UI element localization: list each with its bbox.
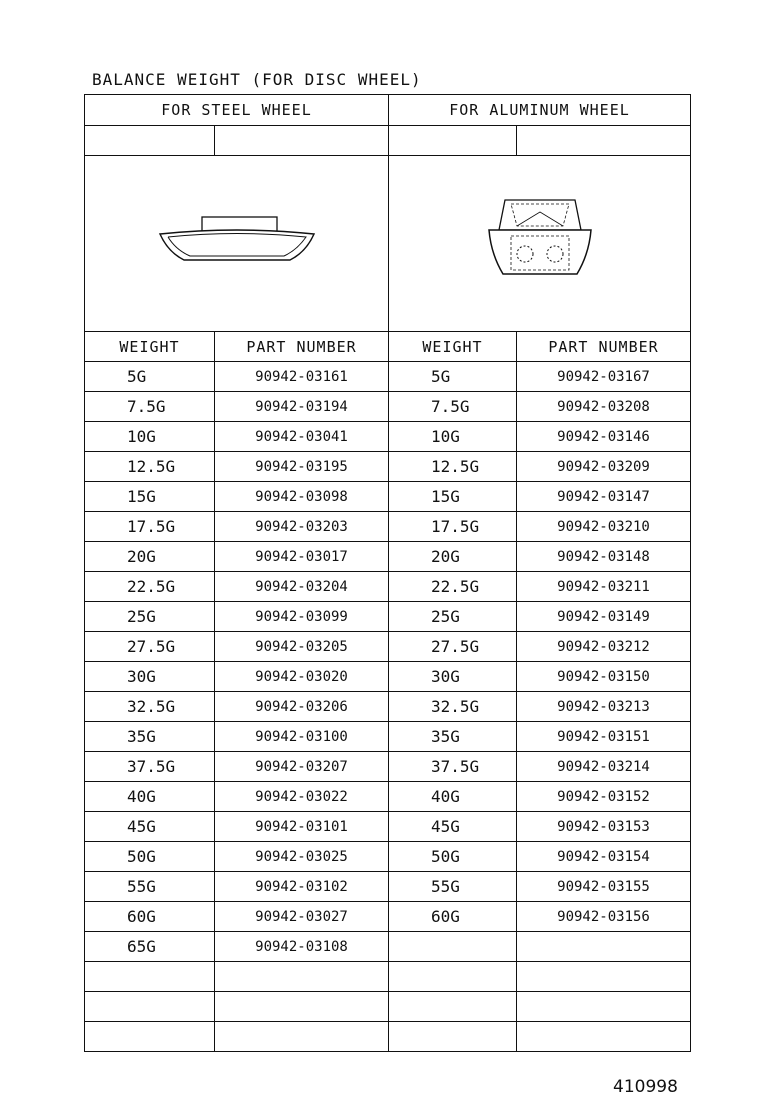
table-row — [85, 842, 691, 872]
steel-weight-cell: 30G — [85, 662, 215, 692]
table-row — [85, 872, 691, 902]
table-row — [85, 962, 691, 992]
aluminum-part-number-cell: 90942-03151 — [517, 722, 691, 752]
aluminum-weight-cell — [389, 932, 517, 962]
steel-part-number-cell: 90942-03161 — [215, 362, 389, 392]
aluminum-part-number-cell: 90942-03155 — [517, 872, 691, 902]
steel-part-number-cell: 90942-03100 — [215, 722, 389, 752]
aluminum-weight-cell: 50G — [389, 842, 517, 872]
steel-weight-cell — [85, 1022, 215, 1052]
steel-weight-cell: 22.5G — [85, 572, 215, 602]
steel-weight-cell: 55G — [85, 872, 215, 902]
steel-weight-cell: 5G — [85, 362, 215, 392]
aluminum-weight-cell: 12.5G — [389, 452, 517, 482]
table-row — [85, 632, 691, 662]
steel-weight-cell: 12.5G — [85, 452, 215, 482]
aluminum-weight-cell: 25G — [389, 602, 517, 632]
table-row — [85, 662, 691, 692]
steel-weight-cell: 35G — [85, 722, 215, 752]
balance-weight-table — [84, 94, 691, 1052]
table-row — [85, 722, 691, 752]
table-row — [85, 572, 691, 602]
steel-weight-cell: 50G — [85, 842, 215, 872]
steel-part-number-cell: 90942-03022 — [215, 782, 389, 812]
aluminum-weight-cell — [389, 1022, 517, 1052]
steel-weight-cell — [85, 992, 215, 1022]
steel-part-number-cell: 90942-03204 — [215, 572, 389, 602]
aluminum-part-number-cell: 90942-03156 — [517, 902, 691, 932]
aluminum-weight-cell: 37.5G — [389, 752, 517, 782]
table-row — [85, 692, 691, 722]
steel-weight-cell: 15G — [85, 482, 215, 512]
aluminum-weight-cell — [389, 962, 517, 992]
steel-weight-cell: 40G — [85, 782, 215, 812]
aluminum-weight-cell: 27.5G — [389, 632, 517, 662]
aluminum-part-number-cell: 90942-03148 — [517, 542, 691, 572]
steel-part-number-cell: 90942-03195 — [215, 452, 389, 482]
table-row — [85, 902, 691, 932]
steel-part-number-cell: 90942-03207 — [215, 752, 389, 782]
steel-wheel-weight-illustration — [152, 212, 322, 272]
aluminum-weight-column-header: WEIGHT — [389, 332, 517, 362]
aluminum-weight-cell: 32.5G — [389, 692, 517, 722]
steel-part-number-column-header: PART NUMBER — [215, 332, 389, 362]
aluminum-weight-figure-cell — [389, 156, 691, 332]
steel-weight-cell: 37.5G — [85, 752, 215, 782]
steel-part-number-cell: 90942-03099 — [215, 602, 389, 632]
aluminum-part-number-cell — [517, 962, 691, 992]
sheet-number: 410998 — [613, 1077, 678, 1097]
steel-weight-cell: 27.5G — [85, 632, 215, 662]
aluminum-part-number-cell: 90942-03153 — [517, 812, 691, 842]
aluminum-weight-cell: 45G — [389, 812, 517, 842]
aluminum-part-number-cell: 90942-03150 — [517, 662, 691, 692]
steel-part-number-cell: 90942-03017 — [215, 542, 389, 572]
aluminum-part-number-cell — [517, 1022, 691, 1052]
table-row — [85, 602, 691, 632]
table-row — [85, 362, 691, 392]
steel-part-number-cell: 90942-03027 — [215, 902, 389, 932]
steel-part-number-cell: 90942-03206 — [215, 692, 389, 722]
steel-part-number-cell: 90942-03041 — [215, 422, 389, 452]
aluminum-part-number-cell: 90942-03146 — [517, 422, 691, 452]
aluminum-wheel-header: FOR ALUMINUM WHEEL — [389, 95, 691, 126]
steel-part-number-cell: 90942-03101 — [215, 812, 389, 842]
aluminum-part-number-cell: 90942-03213 — [517, 692, 691, 722]
steel-part-number-cell: 90942-03025 — [215, 842, 389, 872]
table-row — [85, 392, 691, 422]
steel-part-number-cell: 90942-03205 — [215, 632, 389, 662]
steel-part-number-cell: 90942-03102 — [215, 872, 389, 902]
aluminum-weight-cell: 55G — [389, 872, 517, 902]
steel-part-number-cell: 90942-03020 — [215, 662, 389, 692]
table-row — [85, 812, 691, 842]
aluminum-part-number-column-header: PART NUMBER — [517, 332, 691, 362]
steel-weight-cell: 7.5G — [85, 392, 215, 422]
steel-weight-cell: 10G — [85, 422, 215, 452]
steel-weight-cell: 60G — [85, 902, 215, 932]
steel-weight-cell: 65G — [85, 932, 215, 962]
table-row — [85, 422, 691, 452]
aluminum-weight-cell: 7.5G — [389, 392, 517, 422]
aluminum-wheel-weight-illustration — [475, 192, 605, 292]
aluminum-weight-cell: 17.5G — [389, 512, 517, 542]
steel-part-number-cell — [215, 1022, 389, 1052]
figure-row — [85, 156, 691, 332]
aluminum-part-number-cell: 90942-03211 — [517, 572, 691, 602]
steel-part-number-cell: 90942-03108 — [215, 932, 389, 962]
table-row — [85, 932, 691, 962]
aluminum-part-number-cell: 90942-03149 — [517, 602, 691, 632]
document-title: BALANCE WEIGHT (FOR DISC WHEEL) — [92, 70, 422, 89]
wheel-type-header-row — [85, 95, 691, 126]
steel-weight-cell: 20G — [85, 542, 215, 572]
aluminum-part-number-cell: 90942-03147 — [517, 482, 691, 512]
table-row — [85, 542, 691, 572]
table-row — [85, 1022, 691, 1052]
aluminum-part-number-cell: 90942-03208 — [517, 392, 691, 422]
steel-weight-cell: 45G — [85, 812, 215, 842]
table-row — [85, 452, 691, 482]
aluminum-weight-cell: 40G — [389, 782, 517, 812]
steel-part-number-cell: 90942-03194 — [215, 392, 389, 422]
steel-part-number-cell: 90942-03203 — [215, 512, 389, 542]
aluminum-part-number-cell: 90942-03209 — [517, 452, 691, 482]
aluminum-part-number-cell: 90942-03154 — [517, 842, 691, 872]
aluminum-part-number-cell: 90942-03214 — [517, 752, 691, 782]
steel-weight-figure-cell — [85, 156, 389, 332]
aluminum-weight-cell: 30G — [389, 662, 517, 692]
table-row — [85, 512, 691, 542]
aluminum-weight-cell: 15G — [389, 482, 517, 512]
aluminum-part-number-cell: 90942-03152 — [517, 782, 691, 812]
aluminum-weight-cell: 20G — [389, 542, 517, 572]
steel-weight-cell: 32.5G — [85, 692, 215, 722]
table-row — [85, 782, 691, 812]
blank-row — [85, 126, 691, 156]
steel-weight-cell: 17.5G — [85, 512, 215, 542]
aluminum-weight-cell: 10G — [389, 422, 517, 452]
table-row — [85, 482, 691, 512]
table-row — [85, 992, 691, 1022]
aluminum-weight-cell: 60G — [389, 902, 517, 932]
steel-part-number-cell — [215, 992, 389, 1022]
aluminum-weight-cell — [389, 992, 517, 1022]
aluminum-weight-cell: 5G — [389, 362, 517, 392]
aluminum-part-number-cell — [517, 932, 691, 962]
aluminum-part-number-cell: 90942-03167 — [517, 362, 691, 392]
steel-weight-cell — [85, 962, 215, 992]
steel-weight-cell: 25G — [85, 602, 215, 632]
column-header-row — [85, 332, 691, 362]
steel-part-number-cell: 90942-03098 — [215, 482, 389, 512]
table-row — [85, 752, 691, 782]
aluminum-part-number-cell — [517, 992, 691, 1022]
steel-part-number-cell — [215, 962, 389, 992]
steel-weight-column-header: WEIGHT — [85, 332, 215, 362]
aluminum-weight-cell: 35G — [389, 722, 517, 752]
aluminum-part-number-cell: 90942-03212 — [517, 632, 691, 662]
steel-wheel-header: FOR STEEL WHEEL — [85, 95, 389, 126]
aluminum-weight-cell: 22.5G — [389, 572, 517, 602]
aluminum-part-number-cell: 90942-03210 — [517, 512, 691, 542]
